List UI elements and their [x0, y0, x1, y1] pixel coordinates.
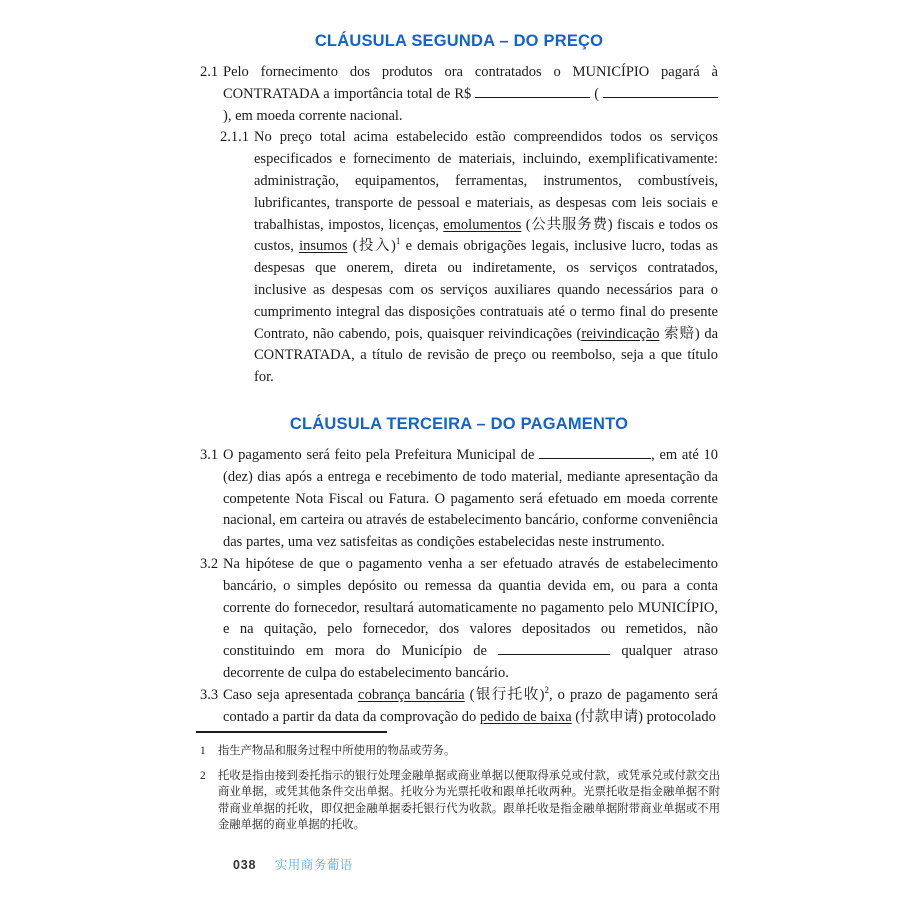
- fill-in-blank-line: [498, 643, 610, 655]
- fill-in-blank-line: [539, 447, 651, 459]
- glossary-term-underlined: cobrança bancária: [358, 686, 465, 703]
- page-number: 038: [233, 858, 257, 872]
- footnote: 1 指生产物品和服务过程中所使用的物品或劳务。: [200, 743, 720, 760]
- clause-paragraph: 3.2 Na hipótese de que o pagamento venha a ser efetuado através de estabelecimento bancário, o simples depósito ou remessa da quantia devida em, ou para a conta corrente do fornecedor, resultará automaticamente no pagamento pelo MUNICÍPIO, e na quitação, pelo fornecedor, dos valores depositados ou remetidos, não constituindo em mora do Município de qualquer atraso decorrente de culpa do estabelecimento bancário.: [200, 555, 718, 681]
- section-title: CLÁUSULA TERCEIRA – DO PAGAMENTO: [289, 414, 629, 433]
- glossary-term-underlined: reivindicação: [581, 325, 660, 342]
- clause-paragraph: 2.1 Pelo fornecimento dos produtos ora contratados o MUNICÍPIO pagará à CONTRATADA a importância total de R$ ( ), em moeda corrente nacional.: [200, 64, 718, 124]
- clause-paragraph: 2.1.1 No preço total acima estabelecido estão compreendidos todos os serviços especificados e fornecimento de materiais, incluindo, exemplificativamente: administração, equipamentos, ferramentas, instrumentos, combustíveis, lubrificantes, transporte de pessoal e materiais, as despesas com leis sociais e trabalhistas, impostos, licenças, emolumentos (公共服务费) fiscais e todos os custos, insumos (投入)$^1$ e demais obrigações legais, inclusive lucro, todas as despesas que onerem, direta ou indiretamente, os serviços contratados, inclusive as despesas com os serviços auxiliares quando necessários para o cumprimento integral das disposições contratuais até o termo final do presente Contrato, não cabendo, pois, quaisquer reivindicações (reivindicação 索赔) da CONTRATADA, a título de revisão de preço ou reembolso, seja a que título for.: [220, 129, 719, 386]
- page-footer: [233, 857, 353, 873]
- book-title: 实用商务葡语: [274, 858, 353, 872]
- clause-paragraph: 3.1 O pagamento será feito pela Prefeitura Municipal de , em até 10 (dez) dias após a entrega e recebimento de todo material, mediante apresentação da competente Nota Fiscal ou Fatura. O pagamento será efetuado em moeda corrente nacional, em carteira ou através de estabelecimento bancário, conforme conveniência das partes, uma vez satisfeitas as condições estabelecidas neste instrumento.: [200, 446, 718, 551]
- glossary-term-underlined: emolumentos: [443, 216, 522, 233]
- fill-in-blank-line: [475, 86, 590, 98]
- glossary-term-underlined: pedido de baixa: [479, 708, 572, 725]
- footnote-number: 1: [200, 745, 206, 757]
- footnote: 2 托收是指由接到委托指示的银行处理金融单据或商业单据以便取得承兑或付款，或凭承兑或付款交出商业单据，或凭其他条件交出单据。托收分为光票托收和跟单托收两种。光票托收是指金融单据不附带商业单据的托收，即仅把金融单据委托银行代为收款。跟单托收是指金融单据附带商业单据或不用金融单据的商业单据的托收。: [200, 769, 720, 832]
- clause-number: 2.1.1: [220, 129, 249, 146]
- section-title: CLÁUSULA SEGUNDA – DO PREÇO: [314, 32, 604, 50]
- clause-number: 3.3: [200, 686, 219, 703]
- footnote-reference: 1: [395, 236, 401, 247]
- sections: [200, 0, 718, 728]
- clause-paragraph: 3.3 Caso seja apresentada cobrança bancária (银行托收)$^2$, o prazo de pagamento será contado a partir da data da comprovação do pedido de baixa (付款申请) protocolado: [200, 684, 718, 725]
- fill-in-blank-line: [603, 86, 718, 98]
- clause-number: 2.1: [200, 64, 219, 80]
- clause-number: 3.1: [200, 446, 219, 463]
- footnote-reference: 2: [544, 684, 549, 695]
- glossary-term-underlined: insumos: [299, 238, 348, 255]
- clause-number: 3.2: [200, 555, 219, 572]
- footnote-number: 2: [200, 769, 206, 782]
- footnotes: [200, 743, 720, 842]
- footnote-separator-rule: [196, 731, 387, 733]
